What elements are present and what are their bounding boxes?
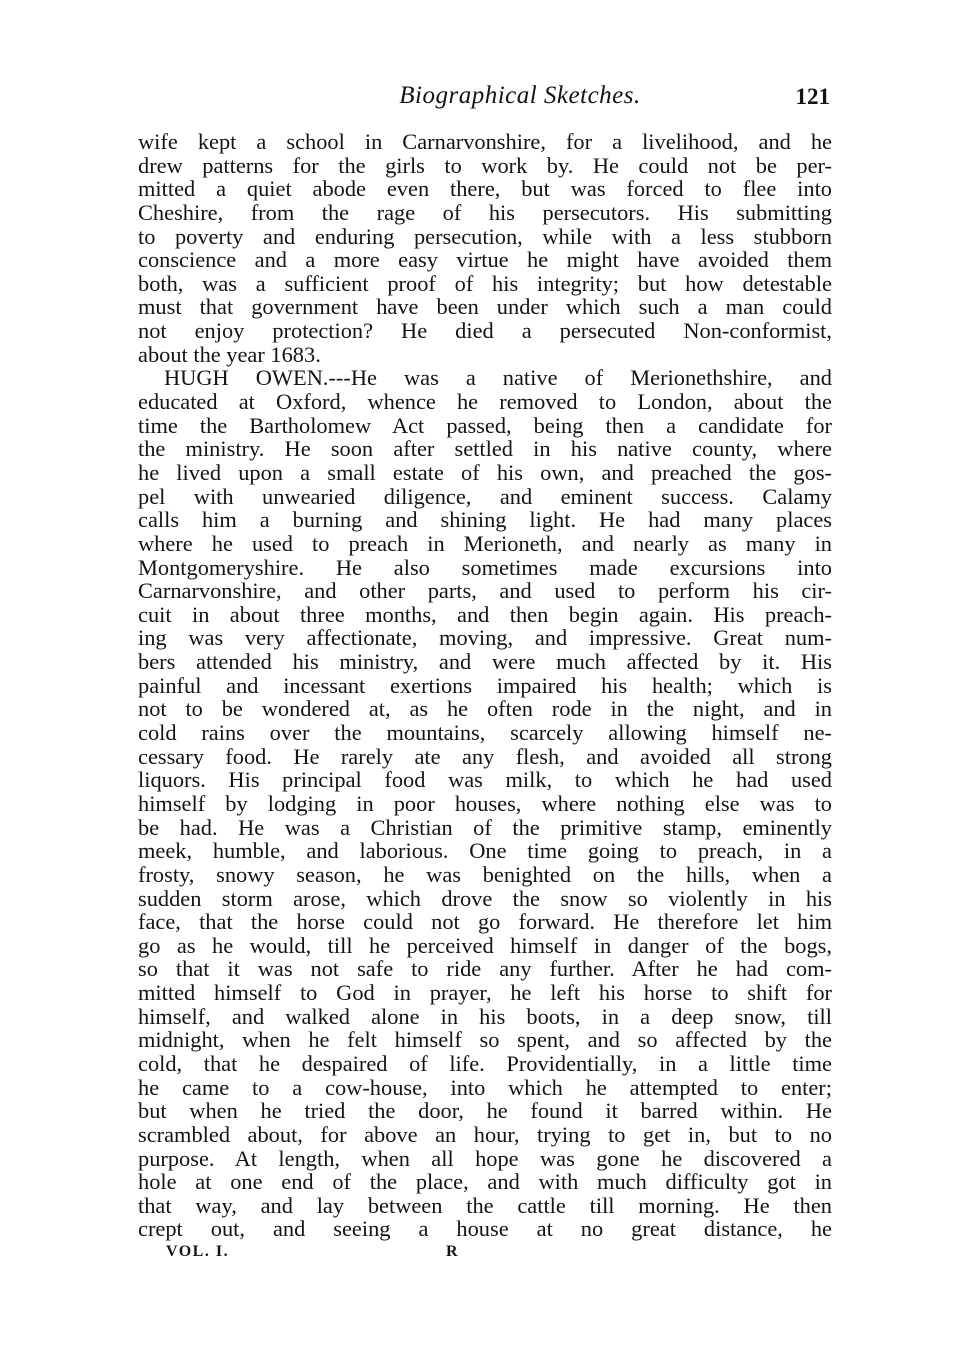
paragraph-end-line: about the year 1683. — [138, 341, 321, 367]
text-line: where he used to preach in Merioneth, and nearly as many in — [138, 530, 832, 556]
text-line: cuit in about three months, and then begin again. His preach- — [138, 601, 832, 627]
body-text — [138, 130, 832, 1241]
text-line: painful and incessant exertions impaired his health; which is — [138, 672, 832, 698]
running-head — [138, 82, 832, 116]
text-line: that way, and lay between the cattle till morning. He then — [138, 1192, 832, 1218]
text-line: himself, and walked alone in his boots, in a deep snow, till — [138, 1003, 832, 1029]
text-line: the ministry. He soon after settled in his native county, where — [138, 436, 832, 462]
text-line: mitted himself to God in prayer, he left his horse to shift for — [138, 980, 832, 1006]
text-line: conscience and a more easy virtue he might have avoided them — [138, 247, 832, 273]
text-line: himself by lodging in poor houses, where nothing else was to — [138, 790, 832, 816]
text-line: pel with unwearied diligence, and eminent success. Calamy — [138, 483, 832, 509]
text-line: cold rains over the mountains, scarcely allowing himself ne- — [138, 720, 832, 746]
text-line: midnight, when he felt himself so spent, and so affected by the — [138, 1027, 832, 1053]
text-line: not to be wondered at, as he often rode in the night, and in — [138, 696, 832, 722]
text-line: Carnarvonshire, and other parts, and used to perform his cir- — [138, 578, 832, 604]
text-line: be had. He was a Christian of the primitive stamp, eminently — [138, 814, 832, 840]
text-line: frosty, snowy season, he was benighted on the hills, when a — [138, 861, 832, 887]
text-line: wife kept a school in Carnarvonshire, for a livelihood, and he — [138, 129, 832, 154]
running-title: Biographical Sketches. — [399, 82, 641, 109]
text-line: not enjoy protection? He died a persecuted Non-conformist, — [138, 318, 832, 344]
text-line: cold, that he despaired of life. Providentially, in a little time — [138, 1050, 832, 1076]
text-line: Montgomeryshire. He also sometimes made excursions into — [138, 554, 832, 580]
text-line: time the Bartholomew Act passed, being then a candidate for — [138, 412, 832, 438]
text-line: he lived upon a small estate of his own, and preached the gos- — [138, 459, 832, 485]
text-line: crept out, and seeing a house at no great distance, he — [138, 1216, 832, 1242]
text-line: calls him a burning and shining light. He had many places — [138, 507, 832, 533]
text-line: cessary food. He rarely ate any flesh, and avoided all strong — [138, 743, 832, 769]
volume-label: VOL. I. — [166, 1243, 230, 1261]
text-line: both, was a sufficient proof of his integrity; but how detestable — [138, 270, 832, 296]
book-page — [138, 82, 832, 1267]
text-line: drew patterns for the girls to work by. He could not be per- — [138, 152, 832, 178]
text-line: scrambled about, for above an hour, trying to get in, but to no — [138, 1121, 832, 1147]
text-line: face, that the horse could not go forward. He therefore let him — [138, 909, 832, 935]
text-line: mitted a quiet abode even there, but was forced to flee into — [138, 176, 832, 202]
text-line: ing was very affectionate, moving, and impressive. Great num- — [138, 625, 832, 651]
text-line: educated at Oxford, whence he removed to London, about the — [138, 389, 832, 415]
page-number: 121 — [795, 84, 830, 109]
text-line: to poverty and enduring persecution, while with a less stubborn — [138, 223, 832, 249]
text-line: liquors. His principal food was milk, to which he had used — [138, 767, 832, 793]
text-line: he came to a cow-house, into which he attempted to enter; — [138, 1074, 832, 1100]
text-line: must that government have been under which such a man could — [138, 294, 832, 320]
text-line: hole at one end of the place, and with much difficulty got in — [138, 1169, 832, 1195]
page-footer — [138, 1243, 832, 1267]
text-line: Cheshire, from the rage of his persecutors. His submitting — [138, 199, 832, 225]
text-line: meek, humble, and laborious. One time going to preach, in a — [138, 838, 832, 864]
text-line: so that it was not safe to ride any further. After he had com- — [138, 956, 832, 982]
text-line: sudden storm arose, which drove the snow so violently in his — [138, 885, 832, 911]
entry-heading-line: HUGH OWEN.---He was a native of Merionethshire, and — [164, 365, 832, 391]
signature-mark: R — [446, 1243, 460, 1261]
text-line: go as he would, till he perceived himself in danger of the bogs, — [138, 932, 832, 958]
text-line: bers attended his ministry, and were much affected by it. His — [138, 649, 832, 675]
text-line: but when he tried the door, he found it barred within. He — [138, 1098, 832, 1124]
text-line: purpose. At length, when all hope was gone he discovered a — [138, 1145, 832, 1171]
